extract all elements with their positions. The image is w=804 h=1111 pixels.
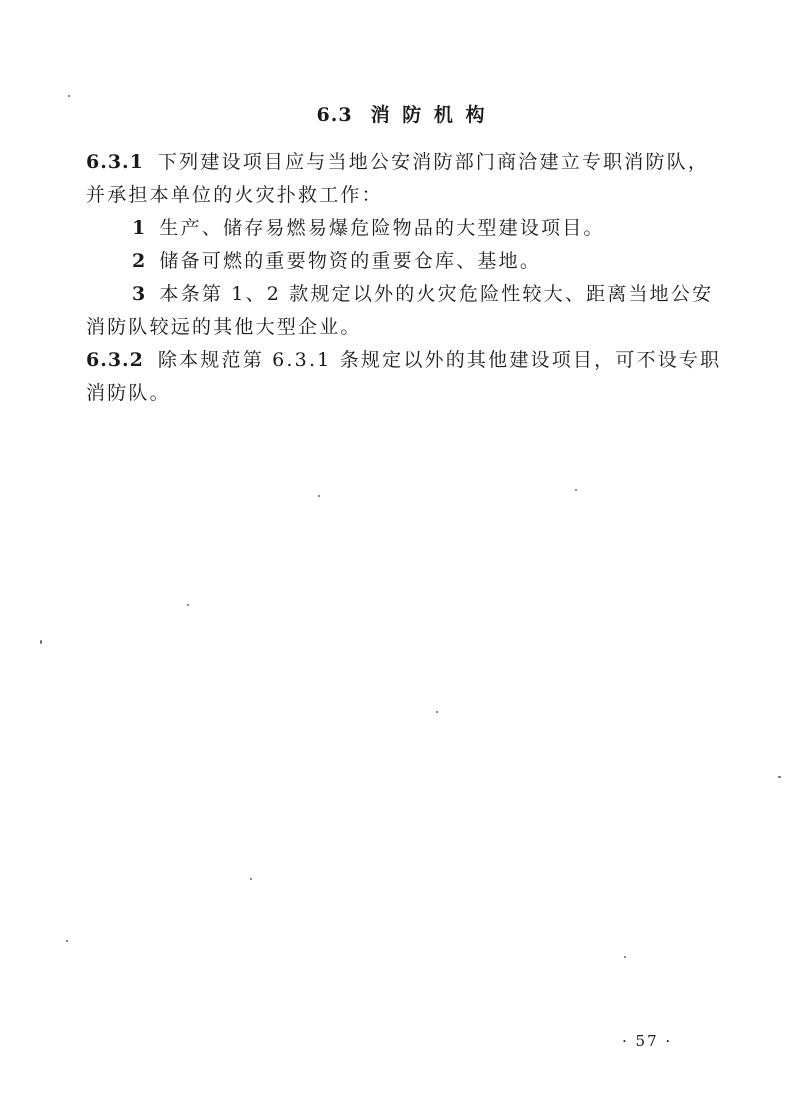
scan-speck xyxy=(436,711,438,713)
scan-speck xyxy=(250,878,252,880)
page-number: · 57 · xyxy=(622,1032,673,1050)
clause-6-3-1 xyxy=(86,146,726,212)
clause-item xyxy=(86,278,726,344)
clause-6-3-2 xyxy=(86,344,726,410)
item-number: 1 xyxy=(132,217,148,239)
scan-speck xyxy=(40,640,42,644)
scan-speck xyxy=(66,940,68,942)
clause-text: 除本规范第 6.3.1 条规定以外的其他建设项目，可不设专职消防队。 xyxy=(86,349,722,404)
item-number: 3 xyxy=(132,283,148,305)
item-number: 2 xyxy=(132,250,148,272)
scan-speck xyxy=(68,95,70,97)
item-text: 本条第 1、2 款规定以外的火灾危险性较大、距离当地公安消防队较远的其他大型企业。 xyxy=(86,283,714,338)
section-number: 6.3 xyxy=(316,104,353,126)
clause-item xyxy=(86,212,726,245)
scan-speck xyxy=(778,776,781,778)
scan-speck xyxy=(318,495,320,497)
section-title-text: 消 防 机 构 xyxy=(370,104,488,126)
scan-speck xyxy=(575,489,577,491)
clause-item xyxy=(86,245,726,278)
item-text: 生产、储存易燃易爆危险物品的大型建设项目。 xyxy=(159,217,605,239)
clause-number: 6.3.2 xyxy=(86,349,144,371)
section-heading xyxy=(0,100,804,127)
clause-number: 6.3.1 xyxy=(86,151,144,173)
item-text: 储备可燃的重要物资的重要仓库、基地。 xyxy=(159,250,542,272)
clause-text: 下列建设项目应与当地公安消防部门商洽建立专职消防队，并承担本单位的火灾扑救工作： xyxy=(86,151,710,206)
scan-speck xyxy=(624,956,626,958)
document-body xyxy=(86,146,726,410)
scan-speck xyxy=(187,604,189,606)
